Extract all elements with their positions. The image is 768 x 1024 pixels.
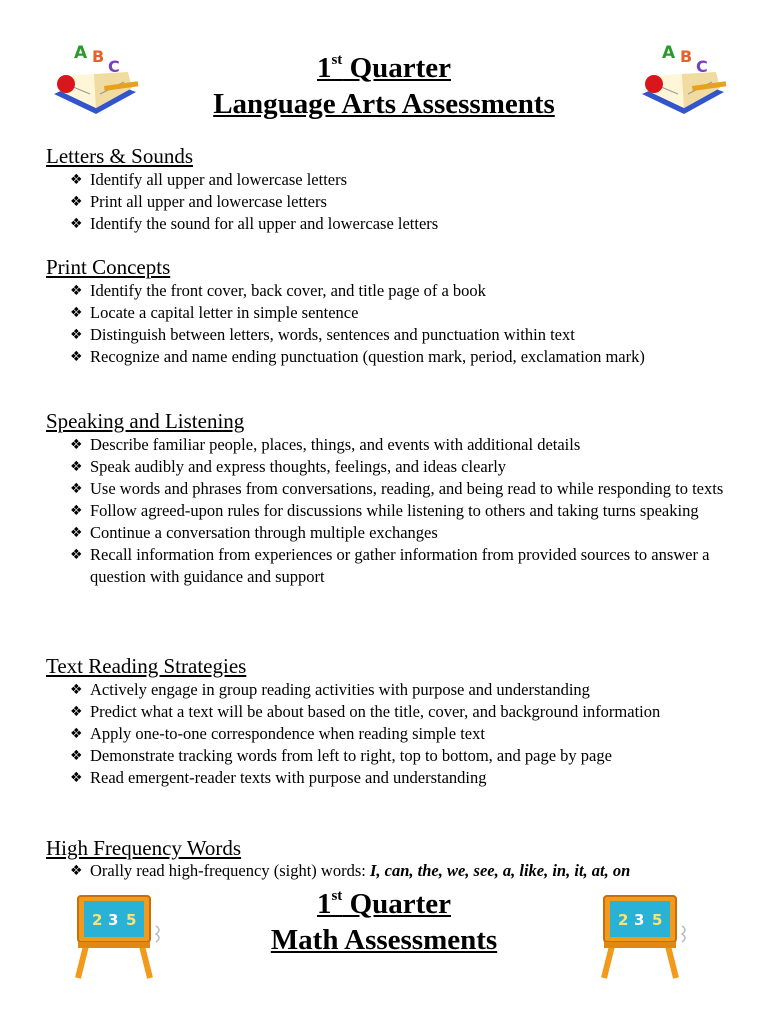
ordinal-suffix: st [331,52,343,68]
bullet-list-letters-sounds [70,169,730,235]
diamond-bullet-icon: ❖ [70,863,83,879]
quarter-title: 1st Quarter [316,888,452,920]
section-heading-text-reading-strategies: Text Reading Strategies [46,654,247,678]
list-item: ❖ Continue a conversation through multiple exchanges [70,523,438,542]
letter-b: B [680,47,693,66]
diamond-bullet-icon: ❖ [70,726,83,742]
letter-a: A [74,43,88,63]
list-item: ❖ Identify the sound for all upper and lowercase letters [70,214,439,233]
section-heading-speaking-listening: Speaking and Listening [46,409,245,433]
board-number-2: 2 [618,911,629,929]
page-title: Language Arts Assessments [213,88,555,120]
letter-c: C [108,57,120,76]
diamond-bullet-icon: ❖ [70,283,83,299]
list-item: ❖ Demonstrate tracking words from left to right, top to bottom, and page by page [70,746,612,765]
diamond-bullet-icon: ❖ [70,349,83,365]
board-number-3: 3 [108,911,119,929]
list-item: ❖ Identify all upper and lowercase letters [70,170,348,189]
section-heading-high-frequency-words: High Frequency Words [46,836,242,860]
diamond-bullet-icon: ❖ [70,194,83,210]
list-item: ❖ Follow agreed-upon rules for discussions while listening to others and taking turns speaking [70,501,699,520]
letter-b: B [92,47,105,66]
diamond-bullet-icon: ❖ [70,503,83,519]
list-item: ❖ Identify the front cover, back cover, and title page of a book [70,281,486,300]
bullet-list-text-reading-strategies [70,679,730,789]
ordinal-suffix: st [331,888,343,904]
board-number-5: 5 [652,911,663,929]
list-item: ❖ Actively engage in group reading activities with purpose and understanding [70,680,590,699]
board-number-3: 3 [634,911,645,929]
list-item: ❖ Print all upper and lowercase letters [70,192,327,211]
diamond-bullet-icon: ❖ [70,305,83,321]
diamond-bullet-icon: ❖ [70,770,83,786]
sight-words: I, can, the, we, see, a, like, in, it, at, on [369,861,631,880]
list-item: ❖ Predict what a text will be about based on the title, cover, and background information [70,702,661,721]
letter-c: C [696,57,708,76]
list-item: ❖ Apply one-to-one correspondence when reading simple text [70,724,485,743]
list-item: ❖ Use words and phrases from conversations, reading, and being read to while responding to texts [70,479,724,498]
diamond-bullet-icon: ❖ [70,172,83,188]
diamond-bullet-icon: ❖ [70,437,83,453]
letter-a: A [662,43,676,63]
section-heading-print-concepts: Print Concepts [46,255,171,279]
list-item: ❖ Orally read high-frequency (sight) words: I, can, the, we, see, a, like, in, it, at, on [70,861,631,880]
bullet-list-high-frequency-words [70,860,730,882]
list-item: ❖ Distinguish between letters, words, sentences and punctuation within text [70,325,575,344]
bullet-list-print-concepts [70,280,730,368]
bullet-list-speaking-listening [70,434,730,588]
diamond-bullet-icon: ❖ [70,704,83,720]
list-item: ❖ Recognize and name ending punctuation (question mark, period, exclamation mark) [70,347,645,366]
section-heading-letters-sounds: Letters & Sounds [46,144,193,168]
list-item: ❖ Locate a capital letter in simple sentence [70,303,359,322]
diamond-bullet-icon: ❖ [70,682,83,698]
board-number-2: 2 [92,911,103,929]
list-item: ❖ Recall information from experiences or gather information from provided sources to answer a question with guidance and support [70,545,710,586]
diamond-bullet-icon: ❖ [70,327,83,343]
board-number-5: 5 [126,911,137,929]
language-arts-title-block [0,50,768,122]
list-item: ❖ Speak audibly and express thoughts, feelings, and ideas clearly [70,457,507,476]
diamond-bullet-icon: ❖ [70,216,83,232]
diamond-bullet-icon: ❖ [70,481,83,497]
math-page-title: Math Assessments [270,924,498,956]
quarter-title: 1st Quarter [316,52,452,84]
diamond-bullet-icon: ❖ [70,547,83,563]
diamond-bullet-icon: ❖ [70,459,83,475]
list-item: ❖ Describe familiar people, places, things, and events with additional details [70,435,581,454]
list-item: ❖ Read emergent-reader texts with purpose and understanding [70,768,487,787]
diamond-bullet-icon: ❖ [70,748,83,764]
diamond-bullet-icon: ❖ [70,525,83,541]
math-title-block [0,886,768,958]
